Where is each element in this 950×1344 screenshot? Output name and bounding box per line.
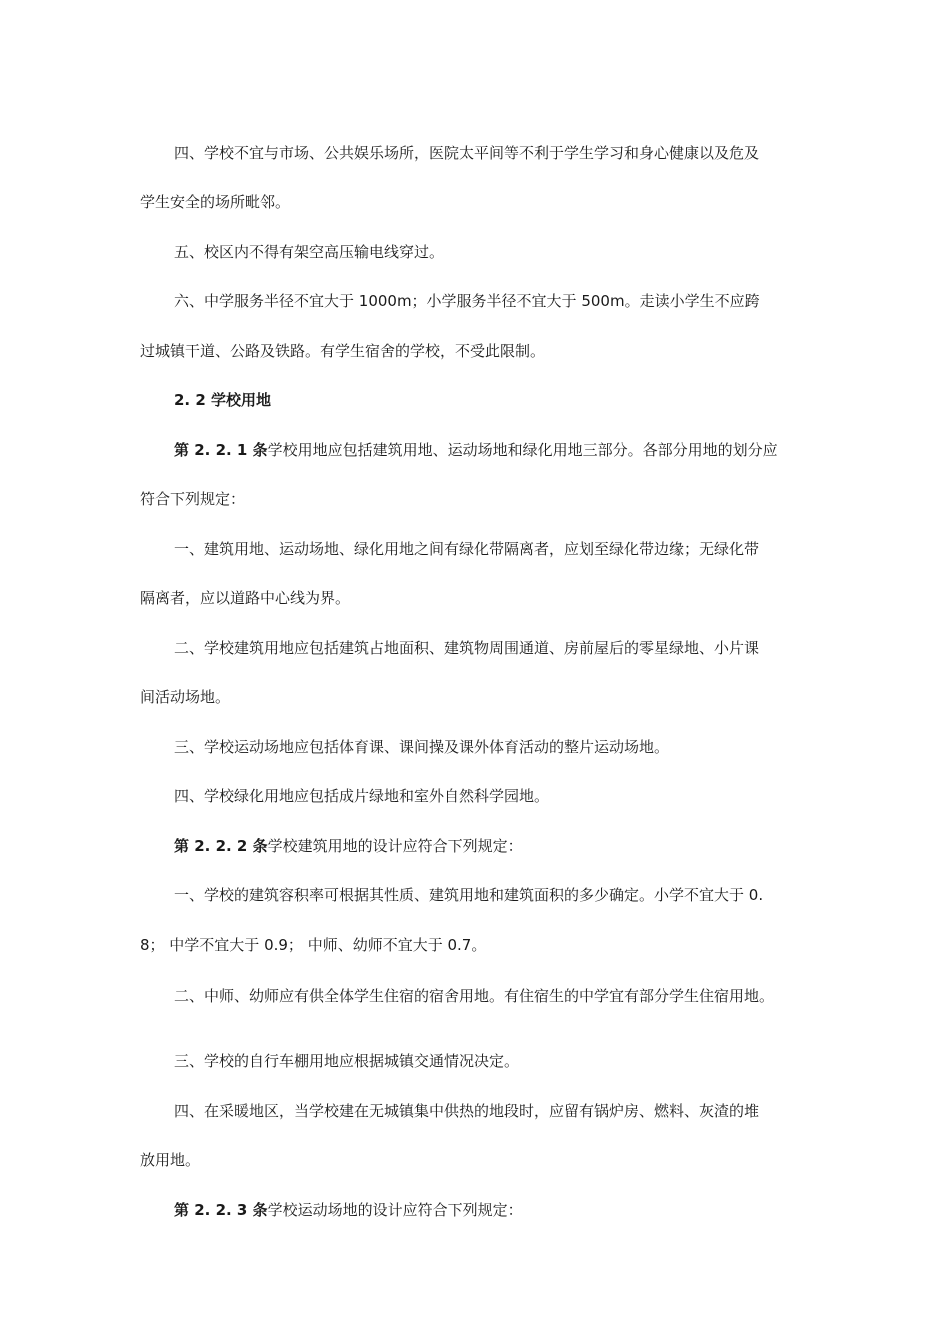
article-line (174, 440, 778, 460)
paragraph-line: 放用地。 (140, 1151, 201, 1169)
paragraph-line: 8； 中学不宜大于 0.9； 中师、幼师不宜大于 0.7。 (140, 936, 487, 954)
paragraph-line: 三、学校运动场地应包括体育课、课间操及课外体育活动的整片运动场地。 (174, 738, 670, 756)
paragraph-line: 二、学校建筑用地应包括建筑占地面积、建筑物周围通道、房前屋后的零星绿地、小片课 (174, 639, 760, 657)
paragraph-line: 符合下列规定： (140, 490, 246, 508)
article-number: 第 2. 2. 3 条 (174, 1201, 268, 1219)
article-text: 学校用地应包括建筑用地、运动场地和绿化用地三部分。各部分用地的划分应 (267, 441, 778, 459)
article-line (174, 1200, 523, 1220)
paragraph-line: 六、中学服务半径不宜大于 1000m；小学服务半径不宜大于 500m。走读小学生不应跨 (174, 292, 760, 310)
article-number: 第 2. 2. 2 条 (174, 837, 268, 855)
article-text: 学校运动场地的设计应符合下列规定： (267, 1201, 523, 1219)
paragraph-line: 四、学校不宜与市场、公共娱乐场所，医院太平间等不利于学生学习和身心健康以及危及 (174, 144, 760, 162)
paragraph-line: 过城镇干道、公路及铁路。有学生宿舍的学校，不受此限制。 (140, 342, 546, 360)
paragraph-line: 五、校区内不得有架空高压输电线穿过。 (174, 243, 445, 261)
paragraph-line: 一、学校的建筑容积率可根据其性质、建筑用地和建筑面积的多少确定。小学不宜大于 0. (174, 886, 764, 904)
paragraph-line: 四、学校绿化用地应包括成片绿地和室外自然科学园地。 (174, 787, 550, 805)
paragraph-line: 间活动场地。 (140, 688, 231, 706)
paragraph-line: 隔离者，应以道路中心线为界。 (140, 589, 351, 607)
section-heading: 2. 2 学校用地 (174, 391, 272, 409)
paragraph-line: 一、建筑用地、运动场地、绿化用地之间有绿化带隔离者，应划至绿化带边缘；无绿化带 (174, 540, 760, 558)
paragraph-line: 三、学校的自行车棚用地应根据城镇交通情况决定。 (174, 1052, 520, 1070)
paragraph-line: 二、中师、幼师应有供全体学生住宿的宿舍用地。有住宿生的中学宜有部分学生住宿用地。 (174, 987, 775, 1005)
article-line (174, 836, 523, 856)
paragraph-line: 四、在采暖地区，当学校建在无城镇集中供热的地段时，应留有锅炉房、燃料、灰渣的堆 (174, 1102, 760, 1120)
paragraph-line: 学生安全的场所毗邻。 (140, 193, 291, 211)
article-text: 学校建筑用地的设计应符合下列规定： (267, 837, 523, 855)
article-number: 第 2. 2. 1 条 (174, 441, 268, 459)
